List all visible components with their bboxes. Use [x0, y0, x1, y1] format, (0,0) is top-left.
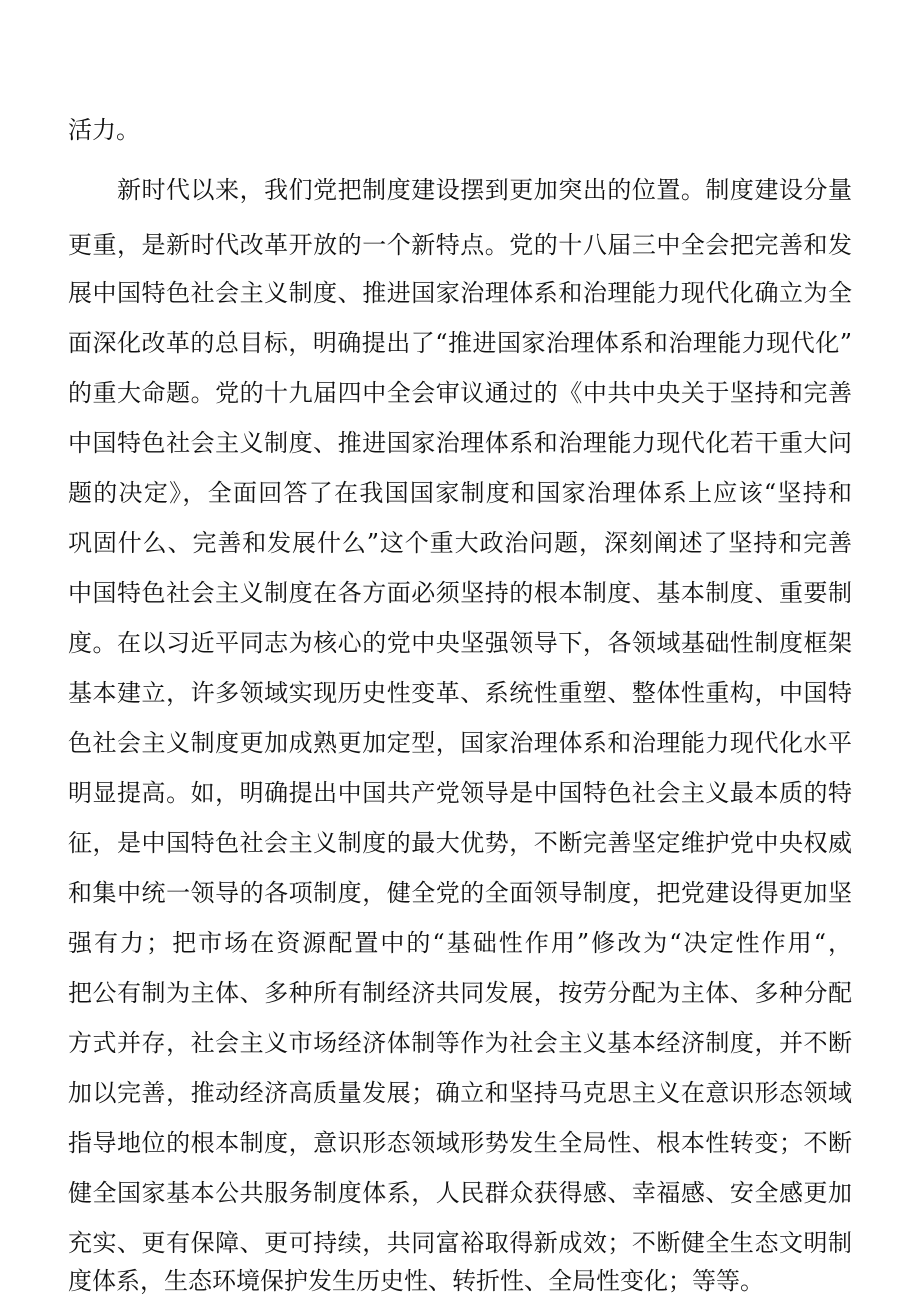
paragraph-line-17: 强有力；把市场在资源配置中的“基础性作用”修改为“决定性作用“，: [68, 929, 852, 957]
paragraph-line-5: 面深化改革的总目标，明确提出了“推进国家治理体系和治理能力现代化”: [68, 329, 852, 357]
paragraph-line-19: 方式并存，社会主义市场经济体制等作为社会主义基本经济制度，并不断: [68, 1029, 852, 1057]
paragraph-line-10: 中国特色社会主义制度在各方面必须坚持的根本制度、基本制度、重要制: [68, 579, 852, 607]
paragraph-line-11: 度。在以习近平同志为核心的党中央坚强领导下，各领域基础性制度框架: [68, 629, 852, 657]
paragraph-line-13: 色社会主义制度更加成熟更加定型，国家治理体系和治理能力现代化水平: [68, 729, 852, 757]
paragraph-line-1: 活力。: [68, 116, 140, 144]
paragraph-line-18: 把公有制为主体、多种所有制经济共同发展，按劳分配为主体、多种分配: [68, 979, 852, 1007]
paragraph-line-6: 的重大命题。党的十九届四中全会审议通过的《中共中央关于坚持和完善: [68, 379, 852, 407]
paragraph-line-2: 新时代以来，我们党把制度建设摆到更加突出的位置。制度建设分量: [117, 176, 852, 204]
paragraph-line-3: 更重，是新时代改革开放的一个新特点。党的十八届三中全会把完善和发: [68, 231, 852, 259]
paragraph-line-4: 展中国特色社会主义制度、推进国家治理体系和治理能力现代化确立为全: [68, 279, 852, 307]
paragraph-line-24: 度体系，生态环境保护发生历史性、转折性、全局性变化；等等。: [68, 1267, 764, 1295]
paragraph-line-15: 征，是中国特色社会主义制度的最大优势，不断完善坚定维护党中央权威: [68, 829, 852, 857]
paragraph-line-20: 加以完善，推动经济高质量发展；确立和坚持马克思主义在意识形态领域: [68, 1079, 852, 1107]
paragraph-line-12: 基本建立，许多领域实现历史性变革、系统性重塑、整体性重构，中国特: [68, 679, 852, 707]
paragraph-line-21: 指导地位的根本制度，意识形态领域形势发生全局性、根本性转变；不断: [68, 1129, 852, 1157]
paragraph-line-14: 明显提高。如，明确提出中国共产党领导是中国特色社会主义最本质的特: [68, 779, 852, 807]
paragraph-line-7: 中国特色社会主义制度、推进国家治理体系和治理能力现代化若干重大问: [68, 429, 852, 457]
paragraph-line-16: 和集中统一领导的各项制度，健全党的全面领导制度，把党建设得更加坚: [68, 879, 852, 907]
paragraph-line-9: 巩固什么、完善和发展什么”这个重大政治问题，深刻阐述了坚持和完善: [68, 529, 852, 557]
paragraph-line-22: 健全国家基本公共服务制度体系，人民群众获得感、幸福感、安全感更加: [68, 1179, 852, 1207]
paragraph-line-8: 题的决定》，全面回答了在我国国家制度和国家治理体系上应该“坚持和: [68, 479, 852, 507]
paragraph-line-23: 充实、更有保障、更可持续，共同富裕取得新成效；不断健全生态文明制: [68, 1229, 852, 1257]
